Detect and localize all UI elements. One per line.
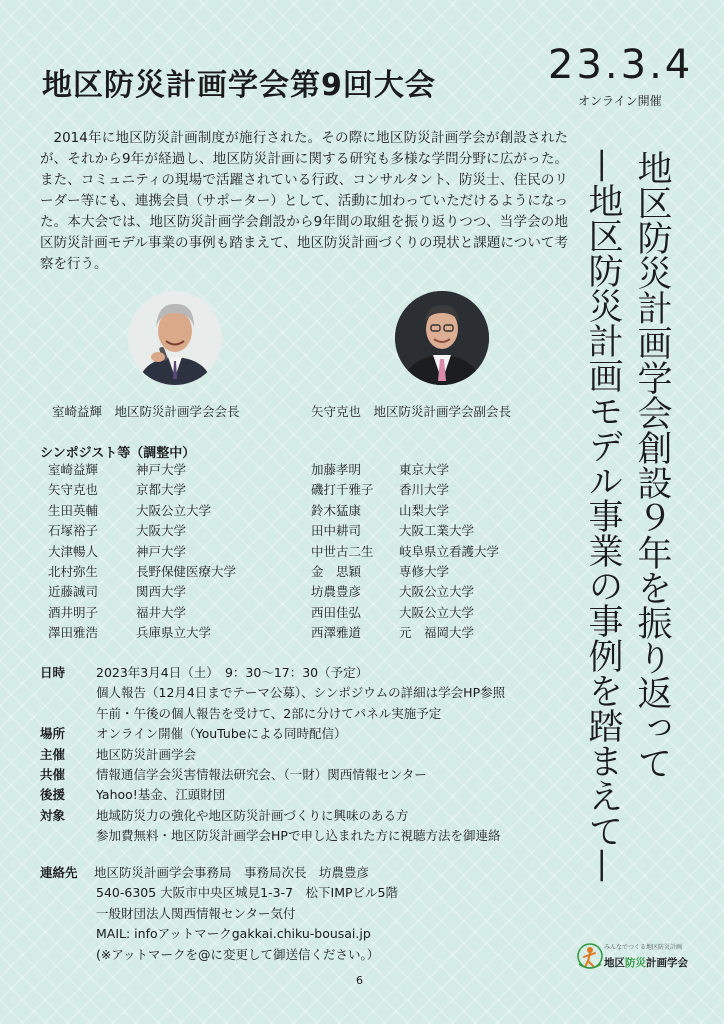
contact-office: 地区防災計画学会事務局 事務局次長 坊農豊彦 <box>94 865 370 880</box>
logo-wordmark-part: 地区 <box>604 957 625 969</box>
info-label: 日時 <box>40 665 66 680</box>
panelist-row <box>48 501 236 521</box>
logo-tagline: みんなでつくる地区防災計画 <box>604 944 683 951</box>
panelist-name: 坊農豊彦 <box>311 584 362 600</box>
panelist-name: 矢守克也 <box>48 482 99 498</box>
panelist-affiliation: 岐阜県立看護大学 <box>399 543 500 559</box>
panelist-name: 酒井明子 <box>48 604 99 620</box>
panelist-row <box>311 603 499 623</box>
event-title: 地区防災計画学会第9回大会 <box>42 68 436 103</box>
panelist-affiliation: 専修大学 <box>399 564 450 580</box>
society-logo-icon <box>576 938 606 978</box>
info-value: 午前・午後の個人報告を受けて、2部に分けてパネル実施予定 <box>96 705 442 721</box>
intro-paragraph: 2014年に地区防災計画制度が施行された。その際に地区防災計画学会が創設されたが、それから9年が経過し、地区防災計画に関する研究も多様な学問分野に広がった。また、コミュニティの現場で活躍されている行政、コンサルタント、防災士、住民のリーダー等にも、連携会員（サポーター）として、活動に加わっていただけるようになった。本大会では、地区防災計画学会創設から9年間の取組を振り返りつつ、当学会の地区防災計画モデル事業の事例も踏まえて、地区防災計画づくりの現状と課題について考察を行う。 <box>40 130 568 272</box>
panelist-affiliation: 香川大学 <box>399 482 450 498</box>
panelist-affiliation: 大阪公立大学 <box>399 584 475 600</box>
speaker-photo-president <box>128 291 222 385</box>
panelist-affiliation: 山梨大学 <box>399 502 450 518</box>
symposium-list-right <box>311 460 499 644</box>
panelist-name: 大津暢人 <box>48 543 99 559</box>
info-value: 2023年3月4日（土） 9：30〜17：30（予定） <box>96 665 369 680</box>
panelist-affiliation: 京都大学 <box>136 482 187 498</box>
panelist-affiliation: 兵庫県立大学 <box>136 625 212 641</box>
panelist-affiliation: 東京大学 <box>399 462 450 477</box>
contact-address: 540-6305 大阪市中央区城見1-3-7 松下IMPビル5階 <box>96 885 398 901</box>
vertical-main-title: 地区防災計画学会創設９年を振り返って <box>632 150 672 780</box>
panelist-name: 生田英輔 <box>48 502 99 518</box>
panelist-affiliation: 関西大学 <box>136 584 187 600</box>
panelist-name: 北村弥生 <box>48 564 99 580</box>
panelist-name: 磯打千雅子 <box>311 482 374 498</box>
info-row-audience <box>40 806 600 847</box>
panelist-row <box>311 582 499 602</box>
info-row-organizer <box>40 745 600 765</box>
panelist-affiliation: 元 福岡大学 <box>399 625 475 641</box>
vertical-subtitle: —地区防災計画モデル事業の事例を踏まえて— <box>583 148 623 883</box>
panelist-name: 加藤孝明 <box>311 462 362 477</box>
panelist-name: 鈴木猛康 <box>311 502 362 518</box>
panelist-name: 室崎益輝 <box>48 462 99 477</box>
panelist-row <box>48 460 236 480</box>
panelist-row <box>48 562 236 582</box>
panelist-name: 西澤雅道 <box>311 625 362 641</box>
panelist-row <box>48 480 236 500</box>
panelist-row <box>311 521 499 541</box>
event-info-section <box>40 663 600 847</box>
panelist-row <box>48 623 236 643</box>
panelist-row <box>311 480 499 500</box>
logo-wordmark-accent: 防災 <box>625 957 646 969</box>
panelist-row <box>311 460 499 480</box>
info-value: オンライン開催（YouTubeによる同時配信） <box>96 726 347 742</box>
info-label: 主催 <box>40 746 66 762</box>
event-format-note: オンライン開催 <box>578 94 662 108</box>
panelist-row <box>311 501 499 521</box>
panelist-affiliation: 大阪大学 <box>136 523 187 539</box>
panelist-name: 西田佳弘 <box>311 604 362 620</box>
info-row-sponsor <box>40 785 600 805</box>
panelist-affiliation: 大阪公立大学 <box>399 604 475 620</box>
speaker-photo-vice-president <box>395 291 489 385</box>
panelist-affiliation: 大阪公立大学 <box>136 502 212 518</box>
symposium-heading: シンポジスト等（調整中） <box>40 446 196 461</box>
page-number: 6 <box>356 974 363 987</box>
panelist-name: 澤田雅浩 <box>48 625 99 641</box>
contact-section <box>40 863 600 965</box>
panelist-row <box>48 582 236 602</box>
symposium-list-left <box>48 460 236 644</box>
info-value: 参加費無料・地区防災計画学会HPで申し込まれた方に視聴方法を御連絡 <box>96 828 501 844</box>
panelist-affiliation: 福井大学 <box>136 604 187 620</box>
info-value: 地区防災計画学会 <box>96 746 197 762</box>
panelist-row <box>48 542 236 562</box>
panelist-name: 石塚裕子 <box>48 523 99 539</box>
logo-wordmark <box>604 955 688 970</box>
contact-label: 連絡先 <box>40 865 78 880</box>
contact-email-note: (※アットマークを@に変更して御送信ください。） <box>96 946 380 962</box>
info-value: Yahoo!基金、江頭財団 <box>96 787 226 803</box>
panelist-affiliation: 大阪工業大学 <box>399 523 475 539</box>
panelist-affiliation: 神戸大学 <box>136 543 187 559</box>
panelist-name: 中世古二生 <box>311 543 374 559</box>
info-label: 場所 <box>40 726 66 742</box>
event-date: 23.3.4 <box>548 42 694 88</box>
info-value: 情報通信学会災害情報法研究会、（一財）関西情報センター <box>96 767 427 783</box>
panelist-row <box>311 562 499 582</box>
panelist-affiliation: 長野保健医療大学 <box>136 564 237 580</box>
info-label: 後援 <box>40 787 66 803</box>
info-row-datetime <box>40 663 600 724</box>
speaker-caption-vice-president: 矢守克也 地区防災計画学会副会長 <box>311 404 512 419</box>
panelist-name: 田中耕司 <box>311 523 362 539</box>
panelist-row <box>48 521 236 541</box>
info-label: 共催 <box>40 767 66 783</box>
panelist-row <box>311 542 499 562</box>
logo-wordmark-part: 計画学会 <box>646 957 688 969</box>
panelist-row <box>48 603 236 623</box>
info-label: 対象 <box>40 807 66 823</box>
info-row-co-organizer <box>40 765 600 785</box>
contact-email[interactable]: MAIL: infoアットマークgakkai.chiku-bousai.jp <box>96 926 371 942</box>
speaker-caption-president: 室崎益輝 地区防災計画学会会長 <box>52 404 240 419</box>
info-row-venue <box>40 724 600 744</box>
panelist-name: 金 思穎 <box>311 564 362 580</box>
panelist-affiliation: 神戸大学 <box>136 462 187 477</box>
info-value: 地域防災力の強化や地区防災計画づくりに興味のある方 <box>96 807 409 823</box>
panelist-name: 近藤誠司 <box>48 584 99 600</box>
info-value: 個人報告（12月4日までテーマ公募）、シンポジウムの詳細は学会HP参照 <box>96 685 506 701</box>
contact-care-of: 一般財団法人関西情報センター気付 <box>96 905 296 921</box>
panelist-row <box>311 623 499 643</box>
